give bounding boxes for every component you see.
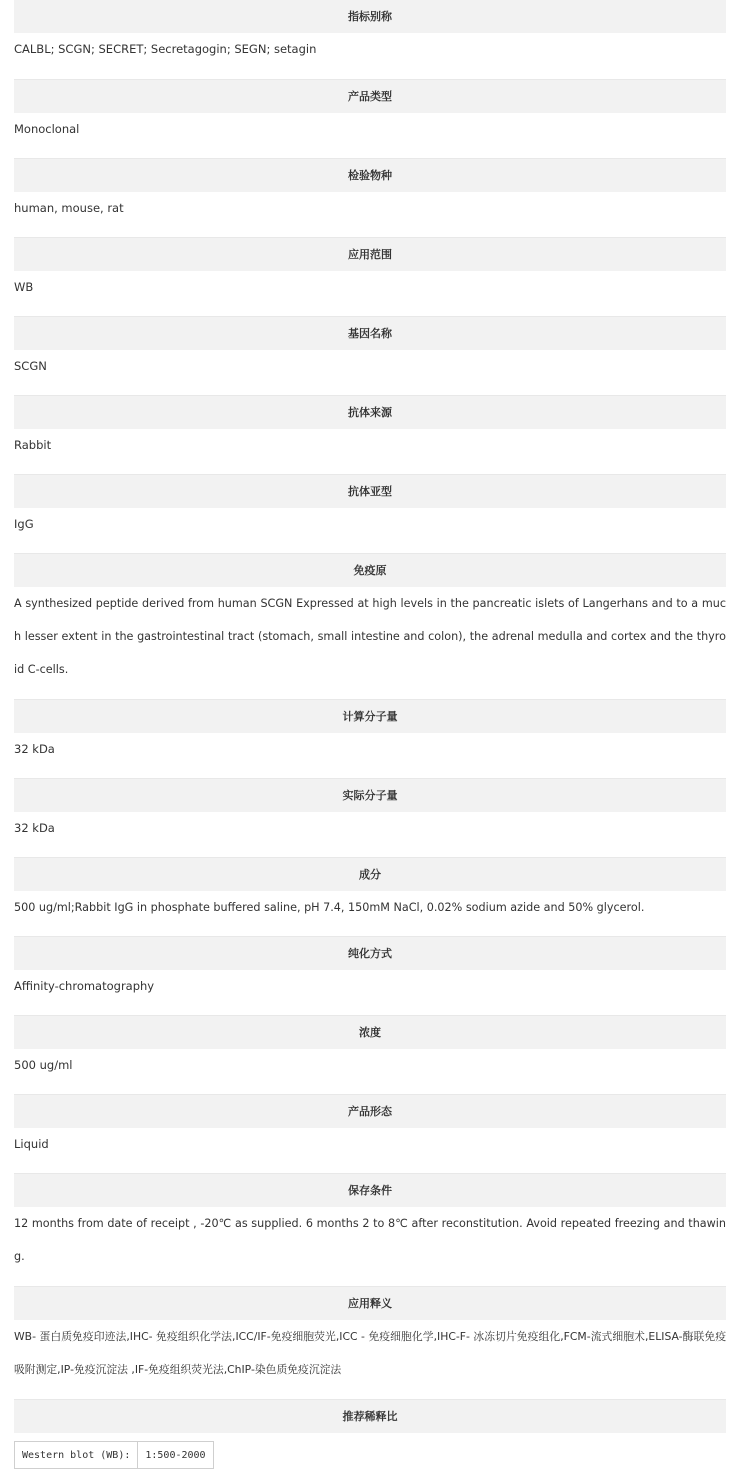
section-value: CALBL; SCGN; SECRET; Secretagogin; SEGN; setagin — [14, 42, 317, 56]
section-header: 抗体亚型 — [14, 475, 726, 508]
section-value: 500 ug/ml;Rabbit IgG in phosphate buffered saline, pH 7.4, 150mM NaCl, 0.02% sodium azide and 50% glycerol. — [14, 901, 645, 914]
section-header: 免疫原 — [14, 554, 726, 587]
spec-form — [14, 1094, 726, 1173]
section-value: 12 months from date of receipt , -20℃ as supplied. 6 months 2 to 8℃ after reconstitution. Avoid repeated freezing and thawing. — [14, 1217, 726, 1263]
spec-observed-mw — [14, 778, 726, 857]
spec-application-notes — [14, 1286, 726, 1399]
section-value: WB — [14, 280, 34, 294]
dilution-ratio-cell: 1:500-2000 — [138, 1442, 213, 1469]
spec-species — [14, 158, 726, 237]
section-value: IgG — [14, 517, 34, 531]
section-value: WB- 蛋白质免疫印迹法,IHC- 免疫组织化学法,ICC/IF-免疫细胞荧光,ICC - 免疫细胞化学,IHC-F- 冰冻切片免疫组化,FCM-流式细胞术,ELISA-酶联免疫吸附测定,IP-免疫沉淀法 ,IF-免疫组织荧光法,ChIP-染色质免疫沉淀法 — [14, 1330, 726, 1376]
section-value: human, mouse, rat — [14, 201, 124, 215]
section-header: 检验物种 — [14, 159, 726, 192]
spec-host — [14, 395, 726, 474]
spec-alias — [14, 0, 726, 79]
spec-concentration — [14, 1015, 726, 1094]
product-spec-list — [14, 0, 726, 1469]
section-value: SCGN — [14, 359, 47, 373]
spec-product-type — [14, 79, 726, 158]
section-value: 500 ug/ml — [14, 1058, 73, 1072]
section-header: 浓度 — [14, 1016, 726, 1049]
section-value: 32 kDa — [14, 821, 55, 835]
spec-dilution — [14, 1399, 726, 1469]
section-value: Monoclonal — [14, 122, 80, 136]
section-value: Affinity-chromatography — [14, 979, 155, 993]
section-header: 推荐稀释比 — [14, 1400, 726, 1433]
section-value: Rabbit — [14, 438, 52, 452]
section-header: 基因名称 — [14, 317, 726, 350]
section-header: 指标别称 — [14, 0, 726, 33]
section-header: 抗体来源 — [14, 396, 726, 429]
section-header: 实际分子量 — [14, 779, 726, 812]
section-header: 成分 — [14, 858, 726, 891]
spec-gene-name — [14, 316, 726, 395]
table-row — [15, 1442, 214, 1469]
section-header: 产品形态 — [14, 1095, 726, 1128]
section-header: 产品类型 — [14, 80, 726, 113]
spec-purification — [14, 936, 726, 1015]
spec-isotype — [14, 474, 726, 553]
section-value: Liquid — [14, 1137, 49, 1151]
spec-applications — [14, 237, 726, 316]
spec-calculated-mw — [14, 699, 726, 778]
dilution-table — [14, 1441, 214, 1469]
spec-storage — [14, 1173, 726, 1286]
spec-formulation — [14, 857, 726, 936]
section-header: 应用范围 — [14, 238, 726, 271]
section-value: 32 kDa — [14, 742, 55, 756]
section-header: 保存条件 — [14, 1174, 726, 1207]
section-header: 计算分子量 — [14, 700, 726, 733]
dilution-application-cell: Western blot (WB): — [15, 1442, 138, 1469]
spec-immunogen — [14, 553, 726, 699]
section-header: 纯化方式 — [14, 937, 726, 970]
section-value: A synthesized peptide derived from human SCGN Expressed at high levels in the pancreatic islets of Langerhans and to a much lesser extent in the gastrointestinal tract (stomach, small intestine and colon), the adrenal medulla and cortex and the thyroid C-cells. — [14, 597, 726, 676]
section-header: 应用释义 — [14, 1287, 726, 1320]
